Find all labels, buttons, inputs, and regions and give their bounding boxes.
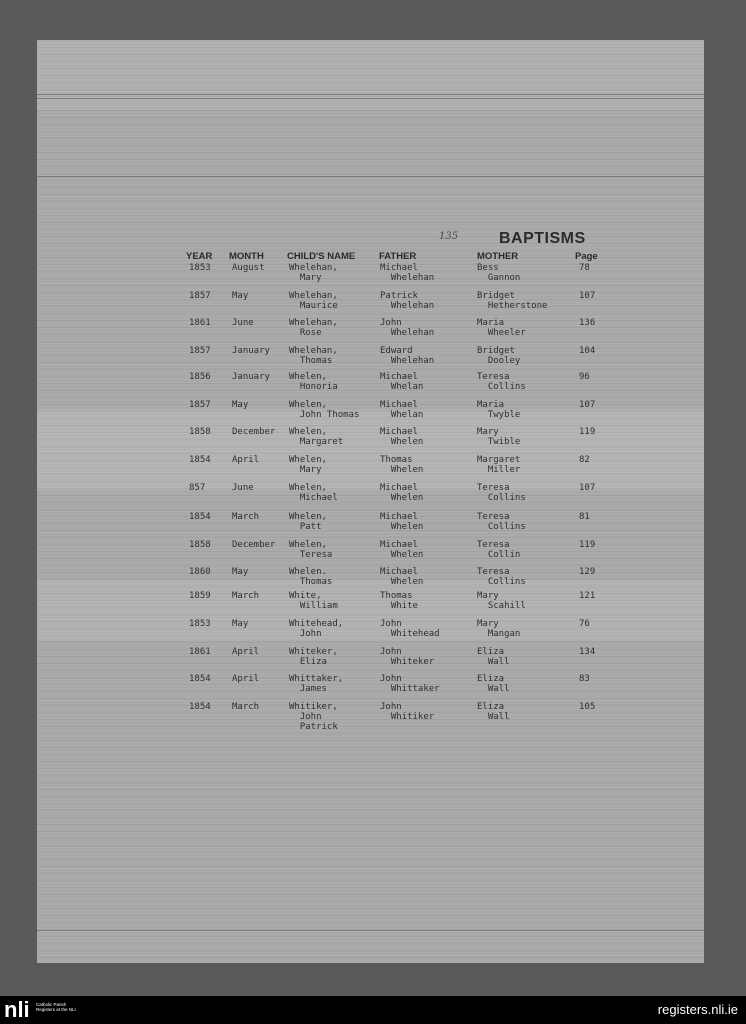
entry-mother: Eliza Wall (477, 647, 510, 667)
footer-bar (0, 996, 746, 1024)
entry-year: 1861 (189, 318, 211, 328)
scan-line (37, 98, 704, 99)
entry-year: 1858 (189, 540, 211, 550)
entry-father: John Whitehead (380, 619, 440, 639)
entry-child: Whelehan, Rose (289, 318, 338, 338)
entry-page: 78 (579, 263, 590, 273)
entry-year: 1861 (189, 647, 211, 657)
entry-month: January (232, 346, 270, 356)
entry-mother: Mary Scahill (477, 591, 526, 611)
entry-month: March (232, 591, 260, 601)
entry-father: John Whelehan (380, 318, 435, 338)
entry-month: August (232, 263, 265, 273)
scan-band (37, 580, 704, 640)
entry-father: Michael Whelen (380, 567, 424, 587)
entry-father: Michael Whelen (380, 483, 424, 503)
entry-page: 107 (579, 483, 596, 493)
entry-father: Michael Whelen (380, 427, 424, 447)
entry-year: 1860 (189, 567, 211, 577)
entry-child: Whelen, Michael (289, 483, 338, 503)
entry-father: John Whittaker (380, 674, 440, 694)
scan-line (37, 930, 704, 931)
entry-mother: Bridget Hetherstone (477, 291, 548, 311)
entry-page: 134 (579, 647, 596, 657)
entry-mother: Teresa Collins (477, 512, 526, 532)
entry-page: 105 (579, 702, 596, 712)
entry-month: May (232, 400, 249, 410)
header-page: Page (575, 251, 598, 262)
entry-mother: Teresa Collin (477, 540, 521, 560)
entry-father: Thomas White (380, 591, 418, 611)
entry-page: 107 (579, 400, 596, 410)
entry-mother: Bridget Dooley (477, 346, 521, 366)
entry-child: White, William (289, 591, 338, 611)
entry-father: John Whitiker (380, 702, 435, 722)
entry-year: 1858 (189, 427, 211, 437)
header-mother: MOTHER (477, 251, 519, 262)
entry-month: June (232, 483, 254, 493)
entry-mother: Eliza Wall (477, 674, 510, 694)
entry-child: Whelen, John Thomas (289, 400, 360, 420)
entry-mother: Maria Wheeler (477, 318, 526, 338)
entry-father: Michael Whelan (380, 400, 424, 420)
entry-page: 83 (579, 674, 590, 684)
entry-month: April (232, 455, 260, 465)
entry-child: Whelen, Teresa (289, 540, 333, 560)
entry-year: 1854 (189, 455, 211, 465)
site-url[interactable]: registers.nli.ie (657, 1002, 738, 1017)
entry-father: Michael Whelen (380, 512, 424, 532)
header-year: YEAR (186, 251, 213, 262)
scan-line (37, 94, 704, 95)
entry-father: Michael Whelehan (380, 263, 435, 283)
entry-month: May (232, 291, 249, 301)
entry-father: Thomas Whelen (380, 455, 424, 475)
entry-child: Whelehan, Maurice (289, 291, 338, 311)
entry-month: March (232, 702, 260, 712)
entry-month: June (232, 318, 254, 328)
entry-page: 129 (579, 567, 596, 577)
entry-mother: Maria Twyble (477, 400, 521, 420)
entry-month: April (232, 674, 260, 684)
entry-month: May (232, 567, 249, 577)
register-title: BAPTISMS (499, 230, 586, 247)
entry-year: 857 (189, 483, 206, 493)
entry-month: March (232, 512, 260, 522)
entry-year: 1857 (189, 291, 211, 301)
entry-mother: Teresa Collins (477, 483, 526, 503)
header-child: CHILD'S NAME (287, 251, 356, 262)
nli-logo-text: Catholic Parish Registers at the NLI (36, 1002, 76, 1012)
entry-month: January (232, 372, 270, 382)
entry-page: 82 (579, 455, 590, 465)
entry-page: 96 (579, 372, 590, 382)
entry-year: 1854 (189, 512, 211, 522)
entry-child: Whelen, Patt (289, 512, 327, 532)
entry-year: 1857 (189, 346, 211, 356)
page-stamp: 135 (439, 231, 459, 242)
entry-mother: Bess Gannon (477, 263, 521, 283)
entry-mother: Mary Mangan (477, 619, 521, 639)
entry-month: May (232, 619, 249, 629)
entry-year: 1859 (189, 591, 211, 601)
scan-band (37, 410, 704, 490)
entry-year: 1854 (189, 702, 211, 712)
entry-child: Whelen. Thomas (289, 567, 333, 587)
entry-child: Whelen, Mary (289, 455, 327, 475)
entry-mother: Teresa Collins (477, 372, 526, 392)
entry-year: 1853 (189, 263, 211, 273)
entry-child: Whittaker, James (289, 674, 344, 694)
entry-month: December (232, 427, 276, 437)
entry-mother: Eliza Wall (477, 702, 510, 722)
entry-father: Patrick Whelehan (380, 291, 435, 311)
entry-year: 1856 (189, 372, 211, 382)
entry-father: Edward Whelehan (380, 346, 435, 366)
entry-year: 1854 (189, 674, 211, 684)
entry-child: Whiteker, Eliza (289, 647, 338, 667)
entry-child: Whelehan, Thomas (289, 346, 338, 366)
entry-month: April (232, 647, 260, 657)
entry-child: Whitiker, John Patrick (289, 702, 338, 732)
entry-father: Michael Whelen (380, 540, 424, 560)
entry-page: 76 (579, 619, 590, 629)
entry-mother: Mary Twible (477, 427, 521, 447)
entry-page: 121 (579, 591, 596, 601)
register-page (37, 40, 704, 963)
entry-father: John Whiteker (380, 647, 435, 667)
entry-page: 104 (579, 346, 596, 356)
entry-page: 119 (579, 540, 596, 550)
header-month: MONTH (229, 251, 264, 262)
entry-mother: Margaret Miller (477, 455, 521, 475)
entry-child: Whelen, Margaret (289, 427, 344, 447)
entry-child: Whelehan, Mary (289, 263, 338, 283)
header-father: FATHER (379, 251, 417, 262)
entry-year: 1857 (189, 400, 211, 410)
entry-page: 107 (579, 291, 596, 301)
entry-page: 81 (579, 512, 590, 522)
entry-child: Whelen, Honoria (289, 372, 338, 392)
entry-month: December (232, 540, 276, 550)
nli-logo: nli (4, 997, 30, 1022)
entry-child: Whitehead, John (289, 619, 344, 639)
entry-year: 1853 (189, 619, 211, 629)
entry-page: 119 (579, 427, 596, 437)
entry-page: 136 (579, 318, 596, 328)
scan-band (37, 40, 704, 110)
scan-line (37, 176, 704, 177)
entry-father: Michael Whelan (380, 372, 424, 392)
entry-mother: Teresa Collins (477, 567, 526, 587)
